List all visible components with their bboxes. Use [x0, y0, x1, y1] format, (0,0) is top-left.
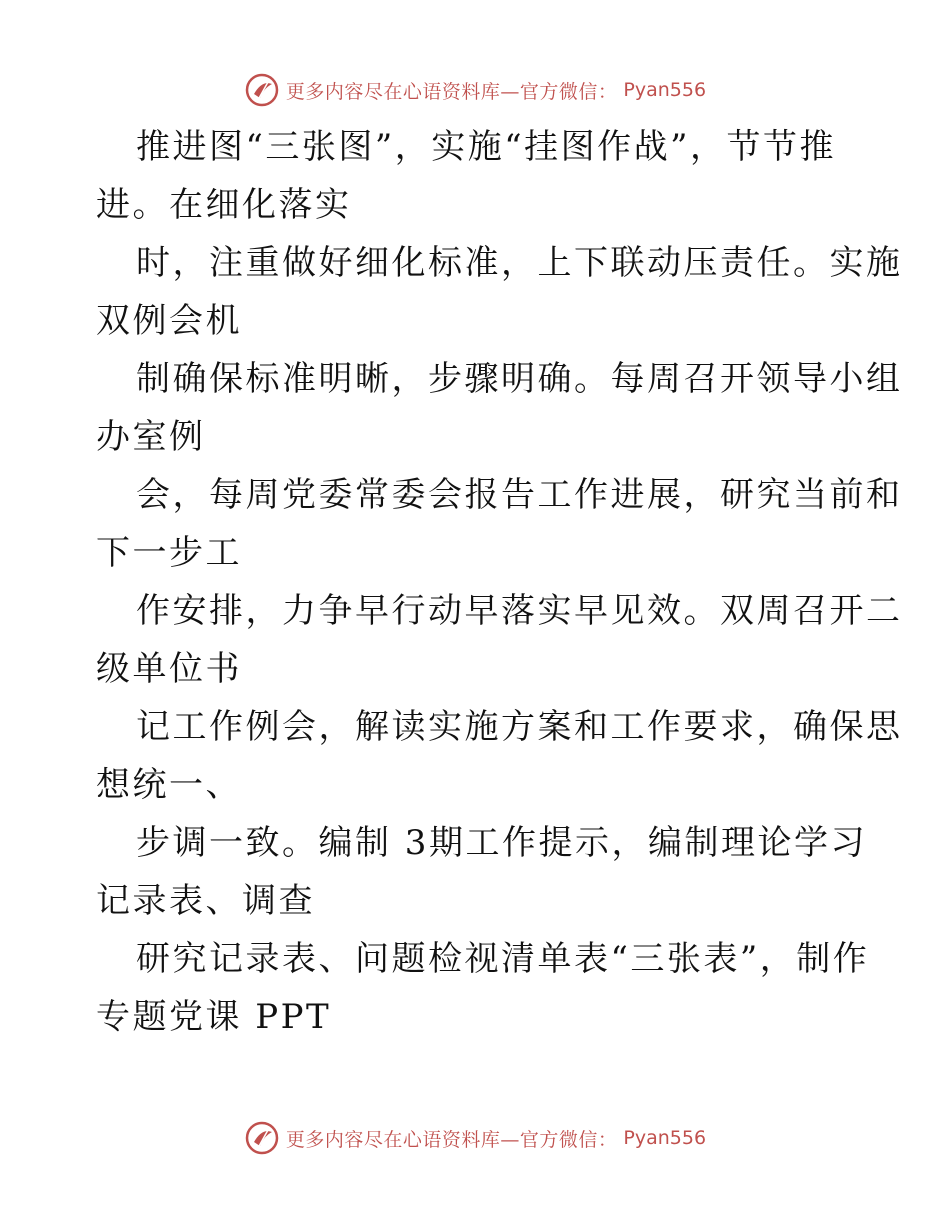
- body-line-14: 记录表、调查: [96, 881, 315, 921]
- body-line-16: 专题党课 PPT: [96, 997, 332, 1037]
- body-line-9: 作安排，力争早行动早落实早见效。双周召开二: [136, 591, 903, 631]
- body-line-11: 记工作例会，解读实施方案和工作要求，确保思: [136, 707, 903, 747]
- header-watermark: [0, 70, 950, 110]
- footer-watermark-text: 更多内容尽在心语资料库—官方微信：: [285, 1128, 618, 1151]
- document-body: [96, 118, 903, 1046]
- body-line-10: 级单位书: [96, 649, 242, 689]
- body-line-6: 办室例: [96, 417, 206, 457]
- brand-logo-icon: [244, 72, 280, 108]
- footer-watermark-id: Pyan556: [623, 1127, 707, 1149]
- body-line-15: 研究记录表、问题检视清单表“三张表”，制作: [136, 939, 870, 979]
- body-line-12: 想统一、: [96, 765, 242, 805]
- header-watermark-text: 更多内容尽在心语资料库—官方微信：: [285, 80, 618, 103]
- body-line-8: 下一步工: [96, 533, 242, 573]
- header-watermark-id: Pyan556: [623, 79, 707, 101]
- body-line-3: 时，注重做好细化标准，上下联动压责任。实施: [136, 243, 903, 283]
- body-line-4: 双例会机: [96, 301, 242, 341]
- footer-watermark: [0, 1118, 950, 1158]
- brand-logo-icon: [244, 1120, 280, 1156]
- body-line-13: 步调一致。编制 3期工作提示，编制理论学习: [136, 823, 867, 863]
- body-line-5: 制确保标准明晰，步骤明确。每周召开领导小组: [136, 359, 903, 399]
- body-line-7: 会，每周党委常委会报告工作进展，研究当前和: [136, 475, 903, 515]
- body-line-1: 推进图“三张图”，实施“挂图作战”，节节推: [136, 127, 837, 167]
- body-line-2: 进。在细化落实: [96, 185, 352, 225]
